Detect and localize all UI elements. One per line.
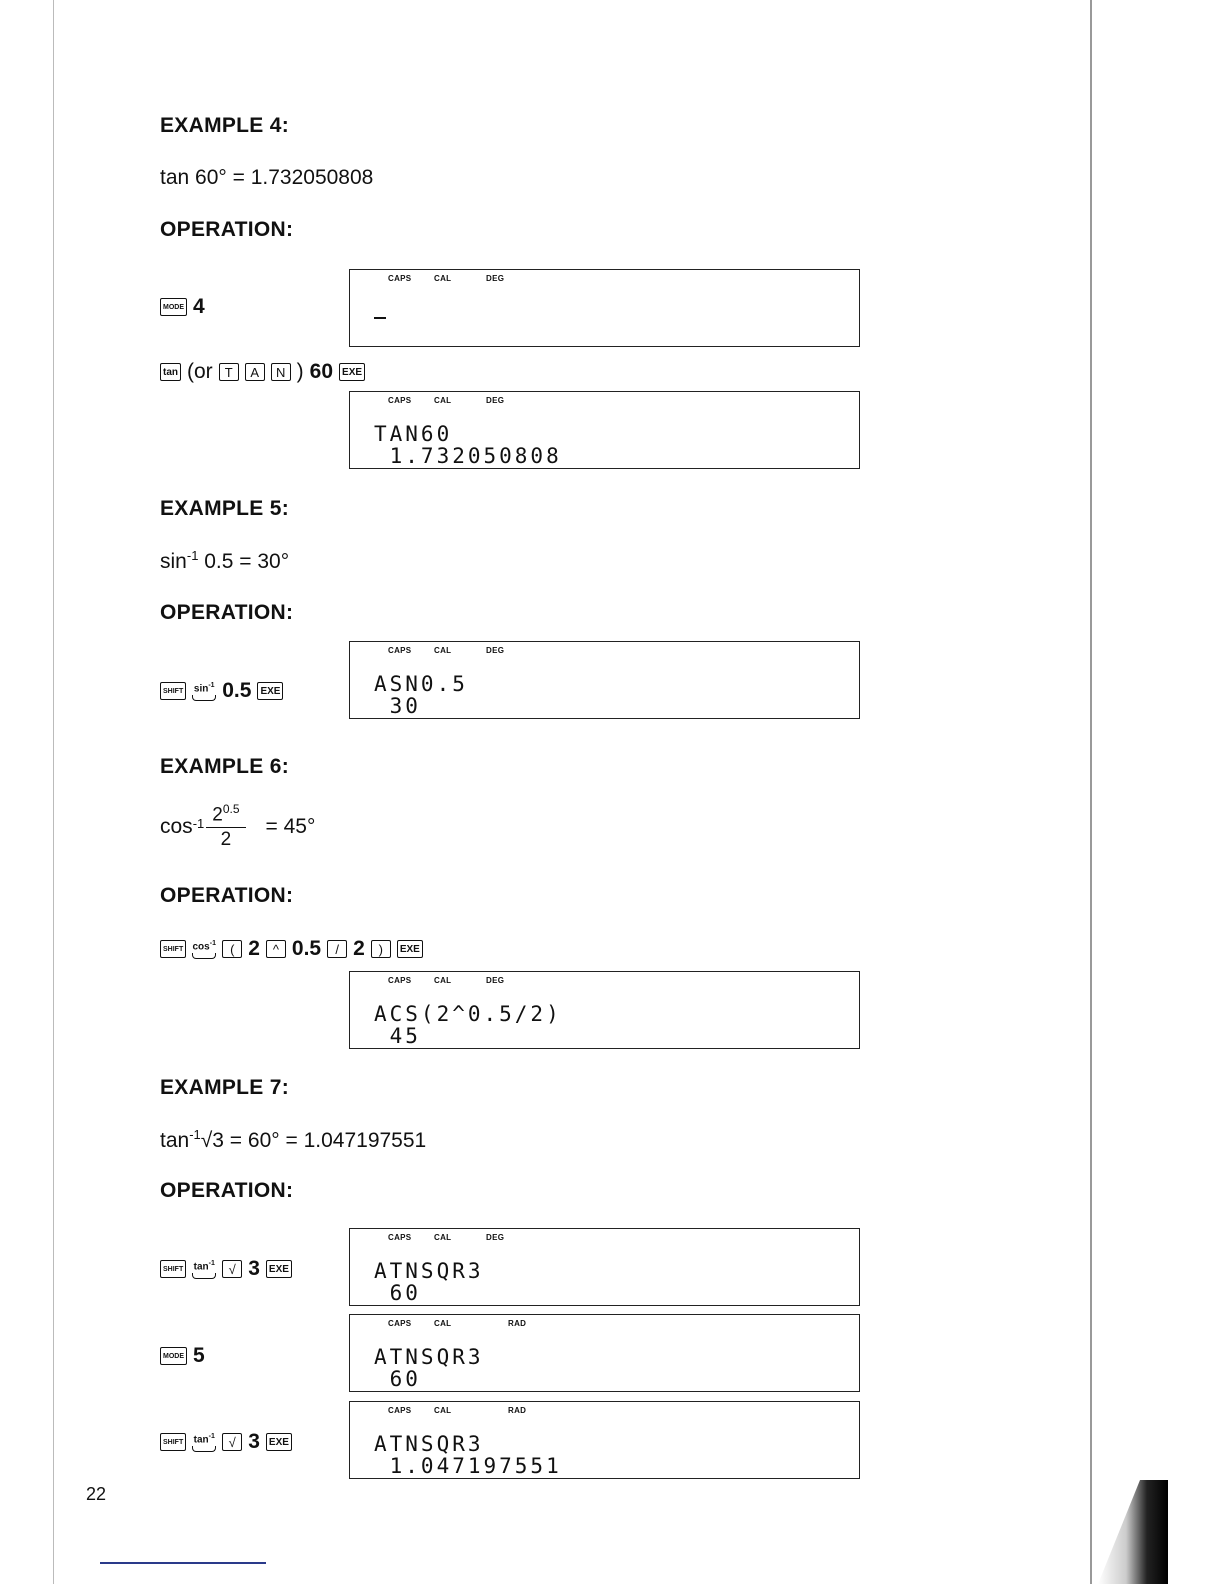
value-60: 60 <box>309 360 334 383</box>
example-4-heading: EXAMPLE 4: <box>160 114 290 137</box>
lcd-line-2: 45 <box>374 1024 421 1048</box>
formula-rest: 0.5 = 30° <box>198 550 290 573</box>
exe-key-icon: EXE <box>397 940 423 958</box>
cal-indicator: CAL <box>434 1233 452 1242</box>
example-6-step-1 <box>160 937 423 961</box>
example-5-step-1 <box>160 679 283 703</box>
example-6-formula <box>160 802 315 851</box>
lcd-line-2: 1.047197551 <box>374 1454 562 1478</box>
binding-shadow <box>1098 1480 1168 1584</box>
example-6-operation-heading: OPERATION: <box>160 884 294 907</box>
formula-fn: sin <box>160 550 187 573</box>
cal-indicator: CAL <box>434 976 452 985</box>
lcd-line-1: ATNSQR3 <box>374 1345 484 1369</box>
example-7-step-2 <box>160 1344 205 1368</box>
example-6-display <box>349 971 860 1049</box>
cal-indicator: CAL <box>434 1319 452 1328</box>
digit-3: 3 <box>248 1430 260 1453</box>
mode-key-icon: MODE <box>160 298 187 316</box>
lcd-line-2: 60 <box>374 1367 421 1391</box>
a-key-icon: A <box>245 363 265 381</box>
mode-key-icon: MODE <box>160 1347 187 1365</box>
formula-sup: -1 <box>186 548 199 563</box>
exe-key-icon: EXE <box>257 682 283 700</box>
example-7-display-3 <box>349 1401 860 1479</box>
shift-key-icon: SHIFT <box>160 1433 186 1451</box>
caps-indicator: CAPS <box>388 646 412 655</box>
example-5-heading: EXAMPLE 5: <box>160 497 290 520</box>
power-key-icon: ^ <box>266 940 286 958</box>
example-5-operation-heading: OPERATION: <box>160 601 294 624</box>
caps-indicator: CAPS <box>388 274 412 283</box>
formula-sup: -1 <box>189 1127 201 1142</box>
example-7-heading: EXAMPLE 7: <box>160 1076 290 1099</box>
tan-key-icon: tan <box>160 363 181 381</box>
formula-rest: √3 = 60° = 1.047197551 <box>200 1129 427 1152</box>
shift-key-icon: SHIFT <box>160 940 186 958</box>
sqrt-key-icon: √ <box>222 1260 242 1278</box>
or-text: (or <box>187 360 213 383</box>
value-0-5: 0.5 <box>222 679 252 702</box>
open-paren-key-icon: ( <box>222 940 242 958</box>
cos-inverse-key-icon: $\cos^{-1}$ <box>192 939 216 959</box>
example-4-operation-heading: OPERATION: <box>160 218 294 241</box>
deg-indicator: DEG <box>486 646 505 655</box>
example-6-heading: EXAMPLE 6: <box>160 755 290 778</box>
formula-fn: cos <box>160 814 193 838</box>
formula-rest: = 45° <box>265 814 316 838</box>
example-4-step-1 <box>160 295 205 319</box>
example-7-step-3 <box>160 1430 292 1454</box>
exe-key-icon: EXE <box>266 1260 292 1278</box>
example-5-display <box>349 641 860 719</box>
close-paren-key-icon: ) <box>371 940 391 958</box>
exe-key-icon: EXE <box>266 1433 292 1451</box>
deg-indicator: DEG <box>486 976 505 985</box>
right-margin-line <box>1090 0 1092 1584</box>
example-4-step-2 <box>160 360 365 384</box>
example-5-formula <box>160 548 289 574</box>
digit-3: 3 <box>248 1257 260 1280</box>
caps-indicator: CAPS <box>388 1319 412 1328</box>
lcd-line-2: 60 <box>374 1281 421 1305</box>
sin-inverse-key-icon: $\sin^{-1}$ <box>192 681 216 701</box>
left-margin-line <box>53 0 54 1584</box>
cal-indicator: CAL <box>434 1406 452 1415</box>
cal-indicator: CAL <box>434 274 452 283</box>
tan-inverse-key-icon: $\tan^{-1}$ <box>192 1259 216 1279</box>
caps-indicator: CAPS <box>388 396 412 405</box>
value-0-5: 0.5 <box>291 937 322 960</box>
example-4-display-2 <box>349 391 860 469</box>
deg-indicator: DEG <box>486 274 505 283</box>
lcd-line-2: 1.732050808 <box>374 444 562 468</box>
cal-indicator: CAL <box>434 646 452 655</box>
caps-indicator: CAPS <box>388 1406 412 1415</box>
lcd-line-1: ACS(2^0.5/2) <box>374 1002 562 1026</box>
rad-indicator: RAD <box>508 1319 527 1328</box>
fraction-numerator: $2^{0.5}$ <box>206 802 245 828</box>
bottom-rule <box>100 1562 266 1564</box>
example-4-formula: tan 60° = 1.732050808 <box>160 166 374 189</box>
lcd-line-2: 30 <box>374 694 421 718</box>
example-7-formula <box>160 1127 426 1153</box>
value-2-divisor: 2 <box>353 937 365 960</box>
lcd-line-1: ATNSQR3 <box>374 1432 484 1456</box>
fraction-denominator: 2 <box>220 829 232 851</box>
deg-indicator: DEG <box>486 1233 505 1242</box>
lcd-line-1: ASN0.5 <box>374 672 468 696</box>
shift-key-icon: SHIFT <box>160 1260 186 1278</box>
rad-indicator: RAD <box>508 1406 527 1415</box>
example-4-display-1 <box>349 269 860 347</box>
close-paren-text: ) <box>296 360 304 383</box>
shift-key-icon: SHIFT <box>160 682 186 700</box>
exe-key-icon: EXE <box>339 363 365 381</box>
example-7-display-2 <box>349 1314 860 1392</box>
divide-key-icon: / <box>327 940 347 958</box>
cal-indicator: CAL <box>434 396 452 405</box>
formula-sup: -1 <box>192 816 205 831</box>
tan-inverse-key-icon: $\tan^{-1}$ <box>192 1432 216 1452</box>
deg-indicator: DEG <box>486 396 505 405</box>
lcd-cursor <box>374 317 386 319</box>
formula-fraction <box>206 802 245 851</box>
example-7-operation-heading: OPERATION: <box>160 1179 294 1202</box>
caps-indicator: CAPS <box>388 976 412 985</box>
example-7-step-1 <box>160 1257 292 1281</box>
formula-fn: tan <box>160 1129 190 1152</box>
value-2: 2 <box>248 937 260 960</box>
n-key-icon: N <box>271 363 291 381</box>
t-key-icon: T <box>219 363 239 381</box>
page-number: 22 <box>86 1484 107 1504</box>
example-7-display-1 <box>349 1228 860 1306</box>
lcd-line-1: ATNSQR3 <box>374 1259 484 1283</box>
digit-5: 5 <box>193 1344 205 1367</box>
caps-indicator: CAPS <box>388 1233 412 1242</box>
lcd-line-1: TAN60 <box>374 422 453 446</box>
sqrt-key-icon: √ <box>222 1433 242 1451</box>
digit-4: 4 <box>193 295 205 318</box>
